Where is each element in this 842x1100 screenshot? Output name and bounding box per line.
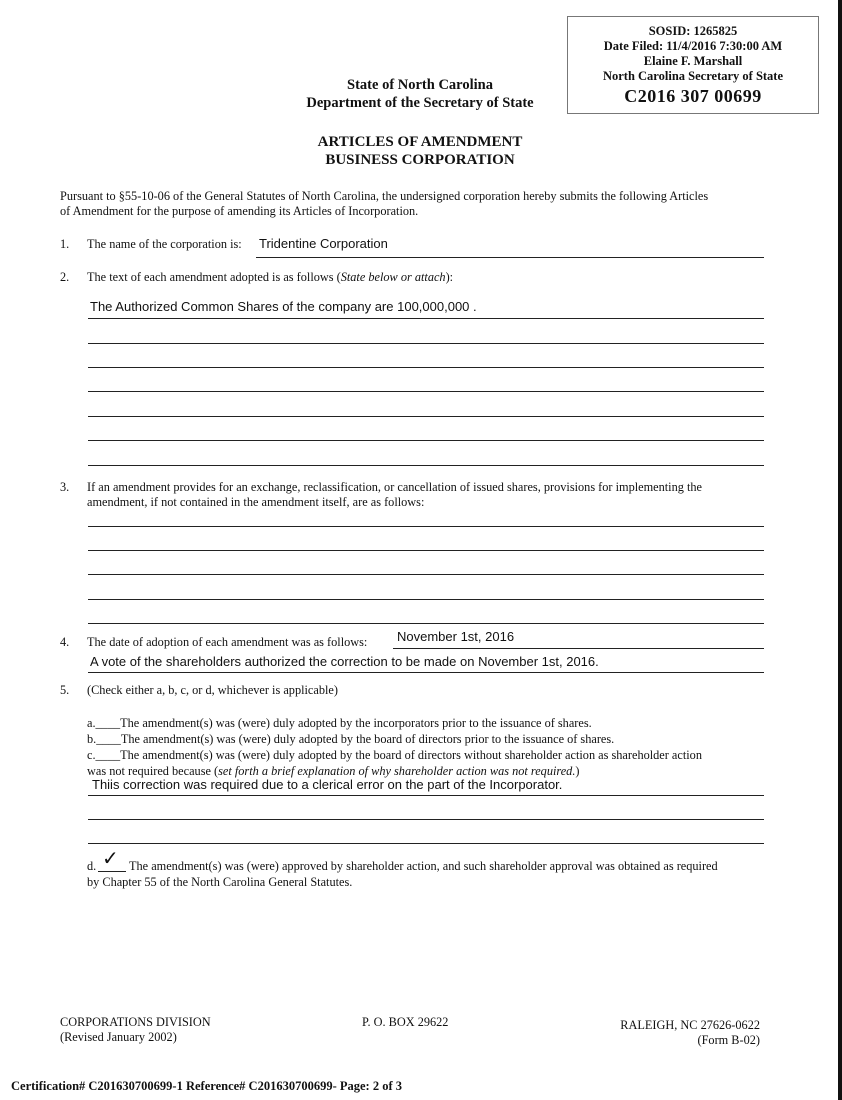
item2-line-6 [88,440,764,441]
item4-underline [393,648,764,649]
item2-label [87,270,453,285]
certification-line: Certification# C201630700699-1 Reference# C201630700699- Page: 2 of 3 [11,1079,402,1093]
stamp-sosid: SOSID: 1265825 [648,24,738,38]
footer-po-box: P. O. BOX 29622 [362,1015,449,1029]
item3-line-4 [88,599,764,600]
item2-line-3 [88,367,764,368]
item2-line-4 [88,391,764,392]
item3-number: 3. [60,480,70,494]
option-c-reason-field[interactable]: Thiis correction was required due to a clerical error on the part of the Incorporator. [92,777,563,792]
option-c[interactable]: c.____The amendment(s) was (were) duly adopted by the board of directors without shareholder action as shareholder action [87,748,702,762]
item3-text [87,480,787,510]
option-c-line2-end: ) [575,764,580,778]
header-department: Department of the Secretary of State [306,95,534,111]
item3-line-1 [88,526,764,527]
footer-address [600,1018,760,1048]
page-title [250,133,590,169]
title-line2: BUSINESS CORPORATION [325,152,515,168]
item2-label-italic: State below or attach [340,270,446,284]
corporation-name-field[interactable]: Tridentine Corporation [259,236,388,251]
item3-line-5 [88,623,764,624]
option-d-checkmark-icon[interactable]: ✓ [102,846,119,870]
item5-line-2 [88,819,764,820]
item2-label-end: ): [445,270,454,284]
adoption-vote-field[interactable]: A vote of the shareholders authorized the correction to be made on November 1st, 2016. [90,654,599,669]
stamp-officer: Elaine F. Marshall [643,54,743,68]
page-edge-shadow [838,0,842,1100]
item2-line-7 [88,465,764,466]
stamp-doc-number: C2016 307 00699 [624,86,762,106]
title-line1: ARTICLES OF AMENDMENT [317,134,523,150]
option-b[interactable]: b.____The amendment(s) was (were) duly adopted by the board of directors prior to the issuance of shares. [87,732,615,746]
option-d-line2: by Chapter 55 of the North Carolina General Statutes. [87,875,353,889]
amendment-text-field[interactable]: The Authorized Common Shares of the company are 100,000,000 . [90,299,477,314]
item4-label: The date of adoption of each amendment was as follows: [87,635,368,649]
option-d-text: The amendment(s) was (were) approved by shareholder action, and such shareholder approval was obtained as required [129,859,718,873]
footer-division-name: CORPORATIONS DIVISION [60,1015,211,1029]
adoption-date-field[interactable]: November 1st, 2016 [397,629,515,644]
header-state: State of North Carolina [347,77,493,93]
item5-label: (Check either a, b, c, or d, whichever is applicable) [87,683,338,697]
footer-division [60,1015,211,1045]
header [280,76,560,112]
item2-label-start: The text of each amendment adopted is as follows ( [87,270,341,284]
item1-number: 1. [60,237,70,251]
item2-number: 2. [60,270,70,284]
footer-city: RALEIGH, NC 27626-0622 [620,1018,760,1032]
item4-number: 4. [60,635,70,649]
item5-line-3 [88,843,764,844]
option-d-prefix: d. [87,859,97,873]
stamp-date-filed: Date Filed: 11/4/2016 7:30:00 AM [603,39,783,53]
item1-underline [256,257,764,258]
option-c-line2-italic: set forth a brief explanation of why shareholder action was not required. [218,764,576,778]
intro-line2: of Amendment for the purpose of amending its Articles of Incorporation. [60,204,419,218]
option-a[interactable]: a.____The amendment(s) was (were) duly adopted by the incorporators prior to the issuance of shares. [87,716,592,730]
intro-line1: Pursuant to §55-10-06 of the General Statutes of North Carolina, the undersigned corporation hereby submits the following Articles [60,189,709,203]
item2-line-1 [88,318,764,319]
item3-line-2 [88,550,764,551]
item2-line-5 [88,416,764,417]
item3-line-3 [88,574,764,575]
filing-stamp [567,16,819,114]
option-c-line2-start: was not required because ( [87,764,219,778]
item5-line-1 [88,795,764,796]
item1-label: The name of the corporation is: [87,237,242,251]
footer-form: (Form B-02) [697,1033,760,1047]
item3-line1: If an amendment provides for an exchange, reclassification, or cancellation of issued shares, provisions for implementing the [87,480,702,494]
footer-revised: (Revised January 2002) [60,1030,177,1044]
item2-line-2 [88,343,764,344]
item3-line2: amendment, if not contained in the amendment itself, are as follows: [87,495,425,509]
option-d-blank [98,871,126,872]
stamp-office: North Carolina Secretary of State [602,69,784,83]
intro-paragraph [60,189,820,219]
item5-number: 5. [60,683,70,697]
item4-line-2 [88,672,764,673]
